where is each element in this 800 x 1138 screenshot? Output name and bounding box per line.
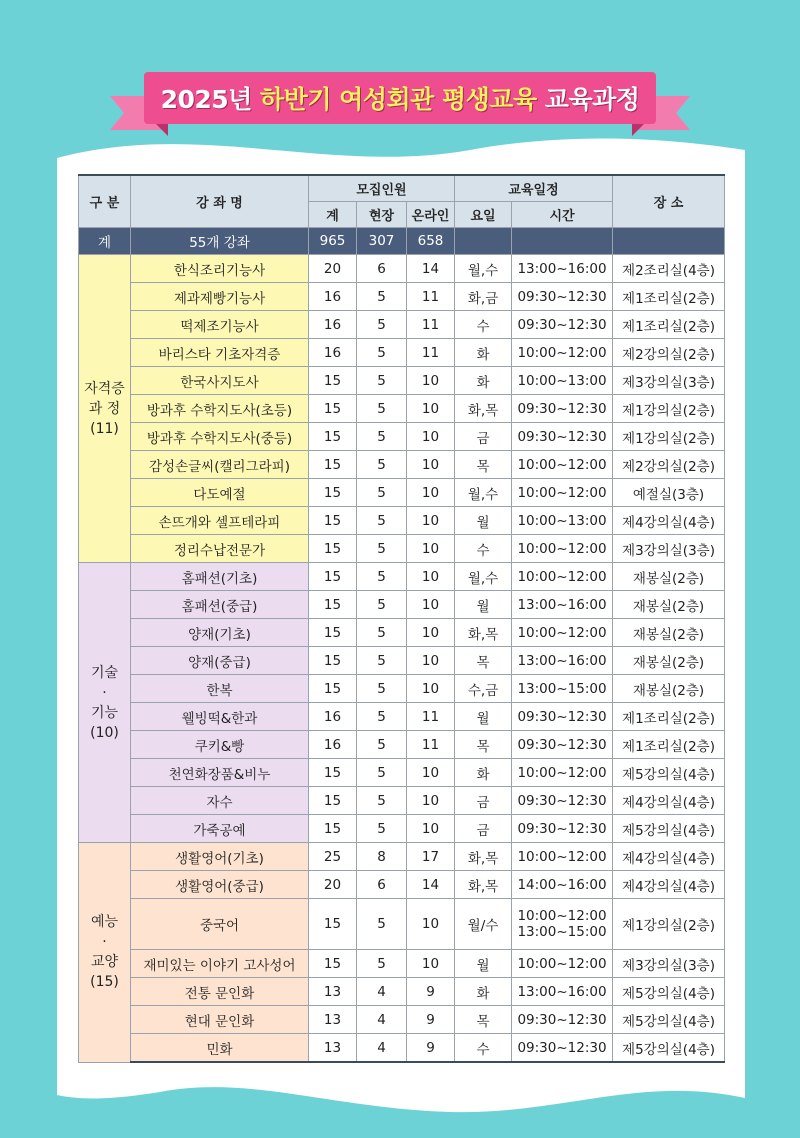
course-time — [512, 367, 613, 395]
recruit-total: 15 — [309, 815, 357, 843]
course-time — [512, 311, 613, 339]
course-time — [512, 535, 613, 563]
course-time-line: 10:00~13:00 — [517, 512, 607, 529]
course-place: 제1강의실(2층) — [613, 395, 725, 423]
recruit-total: 16 — [309, 731, 357, 759]
header-recruit-total: 계 — [309, 202, 357, 228]
course-time — [512, 703, 613, 731]
course-name: 민화 — [131, 1034, 309, 1063]
table-row — [79, 619, 725, 647]
recruit-online: 11 — [407, 731, 455, 759]
recruit-total: 15 — [309, 451, 357, 479]
table-row — [79, 1006, 725, 1034]
course-time — [512, 871, 613, 899]
course-time — [512, 787, 613, 815]
recruit-total: 15 — [309, 395, 357, 423]
recruit-total: 15 — [309, 950, 357, 978]
course-time-line: 09:30~12:30 — [517, 288, 607, 305]
course-time — [512, 1034, 613, 1063]
course-place: 제1조리실(2층) — [613, 283, 725, 311]
table-row — [79, 507, 725, 535]
total-count: 965 — [309, 228, 357, 255]
course-place: 제4강의실(4층) — [613, 843, 725, 871]
course-name: 재미있는 이야기 고사성어 — [131, 950, 309, 978]
recruit-online: 10 — [407, 507, 455, 535]
header-day: 요일 — [455, 202, 512, 228]
recruit-onsite: 5 — [357, 950, 407, 978]
recruit-total: 13 — [309, 1034, 357, 1063]
recruit-onsite: 4 — [357, 1034, 407, 1063]
course-day: 화,목 — [455, 843, 512, 871]
table-row — [79, 423, 725, 451]
course-place: 제2조리실(4층) — [613, 255, 725, 283]
table-row — [79, 591, 725, 619]
total-label: 계 — [79, 228, 131, 255]
course-place: 제5강의실(4층) — [613, 978, 725, 1006]
header-recruit-onsite: 현장 — [357, 202, 407, 228]
recruit-onsite: 5 — [357, 395, 407, 423]
table-row — [79, 395, 725, 423]
course-time-line: 10:00~12:00 — [517, 540, 607, 557]
recruit-total: 13 — [309, 1006, 357, 1034]
course-time-line: 10:00~12:00 — [517, 848, 607, 865]
course-place: 제1조리실(2층) — [613, 731, 725, 759]
course-name: 자수 — [131, 787, 309, 815]
course-place: 제1조리실(2층) — [613, 311, 725, 339]
recruit-online: 10 — [407, 423, 455, 451]
course-place: 제1강의실(2층) — [613, 423, 725, 451]
table-row — [79, 311, 725, 339]
table-row — [79, 978, 725, 1006]
recruit-total: 25 — [309, 843, 357, 871]
category-label — [79, 563, 131, 843]
recruit-total: 15 — [309, 787, 357, 815]
course-schedule-table — [78, 174, 725, 1063]
course-place: 제4강의실(4층) — [613, 871, 725, 899]
recruit-online: 10 — [407, 759, 455, 787]
recruit-online: 14 — [407, 871, 455, 899]
course-time-line: 10:00~12:00 — [517, 764, 607, 781]
course-time — [512, 731, 613, 759]
course-name: 양재(중급) — [131, 647, 309, 675]
recruit-onsite: 4 — [357, 978, 407, 1006]
total-row — [79, 228, 725, 255]
course-time — [512, 479, 613, 507]
recruit-onsite: 6 — [357, 255, 407, 283]
header-place: 장 소 — [613, 175, 725, 228]
course-place: 제5강의실(4층) — [613, 1006, 725, 1034]
category-label — [79, 843, 131, 1063]
course-time — [512, 591, 613, 619]
course-place: 재봉실(2층) — [613, 591, 725, 619]
course-name: 제과제빵기능사 — [131, 283, 309, 311]
recruit-online: 10 — [407, 563, 455, 591]
recruit-onsite: 5 — [357, 563, 407, 591]
course-day: 수 — [455, 1034, 512, 1063]
recruit-onsite: 6 — [357, 871, 407, 899]
table-row — [79, 950, 725, 978]
course-time-line: 09:30~12:30 — [517, 1011, 607, 1028]
recruit-onsite: 5 — [357, 479, 407, 507]
recruit-total: 15 — [309, 507, 357, 535]
recruit-onsite: 5 — [357, 787, 407, 815]
recruit-online: 10 — [407, 899, 455, 950]
recruit-onsite: 5 — [357, 423, 407, 451]
course-name: 중국어 — [131, 899, 309, 950]
recruit-total: 20 — [309, 871, 357, 899]
course-name: 한복 — [131, 675, 309, 703]
recruit-online: 11 — [407, 703, 455, 731]
table-row — [79, 479, 725, 507]
course-name: 가죽공예 — [131, 815, 309, 843]
recruit-online: 10 — [407, 815, 455, 843]
table-row — [79, 871, 725, 899]
recruit-total: 15 — [309, 535, 357, 563]
recruit-onsite: 5 — [357, 451, 407, 479]
recruit-online: 10 — [407, 647, 455, 675]
course-time-line: 13:00~15:00 — [517, 680, 607, 697]
recruit-onsite: 5 — [357, 899, 407, 950]
course-name: 웰빙떡&한과 — [131, 703, 309, 731]
course-day: 화 — [455, 759, 512, 787]
title-banner — [110, 72, 690, 140]
course-place: 제5강의실(4층) — [613, 1034, 725, 1063]
recruit-onsite: 5 — [357, 703, 407, 731]
recruit-total: 15 — [309, 899, 357, 950]
course-time — [512, 255, 613, 283]
course-day: 월 — [455, 950, 512, 978]
course-time-line: 09:30~12:30 — [517, 708, 607, 725]
course-name: 손뜨개와 셀프테라피 — [131, 507, 309, 535]
course-time — [512, 283, 613, 311]
recruit-total: 15 — [309, 675, 357, 703]
category-label — [79, 255, 131, 563]
recruit-total: 16 — [309, 283, 357, 311]
table-row — [79, 255, 725, 283]
course-place: 제3강의실(3층) — [613, 950, 725, 978]
title-suffix: 교육과정 — [536, 85, 640, 114]
total-onsite: 307 — [357, 228, 407, 255]
course-time-line: 10:00~12:00 — [517, 908, 607, 924]
recruit-total: 16 — [309, 311, 357, 339]
course-name: 현대 문인화 — [131, 1006, 309, 1034]
recruit-total: 15 — [309, 423, 357, 451]
recruit-onsite: 5 — [357, 535, 407, 563]
course-day: 화,목 — [455, 619, 512, 647]
course-time-line: 09:30~12:30 — [517, 428, 607, 445]
table-row — [79, 843, 725, 871]
recruit-total: 15 — [309, 619, 357, 647]
recruit-total: 16 — [309, 339, 357, 367]
category-label-line: 자격증 — [84, 380, 125, 397]
course-place: 제3강의실(3층) — [613, 535, 725, 563]
recruit-online: 10 — [407, 950, 455, 978]
course-time-line: 09:30~12:30 — [517, 736, 607, 753]
table-row — [79, 787, 725, 815]
course-time — [512, 899, 613, 950]
course-place: 재봉실(2층) — [613, 619, 725, 647]
category-label-line: (10) — [90, 724, 119, 741]
page-title — [144, 72, 656, 124]
course-time-line: 09:30~12:30 — [517, 1039, 607, 1056]
course-day: 월,수 — [455, 479, 512, 507]
course-name: 떡제조기능사 — [131, 311, 309, 339]
recruit-online: 11 — [407, 283, 455, 311]
recruit-onsite: 5 — [357, 759, 407, 787]
header-category: 구 분 — [79, 175, 131, 228]
recruit-total: 15 — [309, 647, 357, 675]
recruit-online: 10 — [407, 619, 455, 647]
course-place: 제2강의실(2층) — [613, 451, 725, 479]
header-course: 강 좌 명 — [131, 175, 309, 228]
category-label-line: (15) — [90, 974, 119, 991]
course-time-line-2: 13:00~15:00 — [517, 924, 607, 940]
category-label-line: 교양 — [90, 954, 119, 971]
course-place: 제5강의실(4층) — [613, 759, 725, 787]
course-time-line: 10:00~12:00 — [517, 568, 607, 585]
course-day: 금 — [455, 815, 512, 843]
recruit-online: 10 — [407, 787, 455, 815]
course-place: 제4강의실(4층) — [613, 507, 725, 535]
course-name: 양재(기초) — [131, 619, 309, 647]
course-time — [512, 1006, 613, 1034]
title-highlight: 하반기 여성회관 평생교육 — [260, 85, 537, 114]
course-day: 월 — [455, 591, 512, 619]
course-day: 월/수 — [455, 899, 512, 950]
recruit-onsite: 5 — [357, 647, 407, 675]
recruit-onsite: 5 — [357, 283, 407, 311]
course-time — [512, 395, 613, 423]
course-name: 한국사지도사 — [131, 367, 309, 395]
course-time-line: 13:00~16:00 — [517, 983, 607, 1000]
course-time — [512, 339, 613, 367]
course-name: 천연화장품&비누 — [131, 759, 309, 787]
course-time-line: 10:00~12:00 — [517, 344, 607, 361]
course-day: 금 — [455, 787, 512, 815]
course-time-line: 09:30~12:30 — [517, 400, 607, 417]
course-time — [512, 950, 613, 978]
table-row — [79, 339, 725, 367]
course-name: 방과후 수학지도사(초등) — [131, 395, 309, 423]
course-time-line: 10:00~12:00 — [517, 955, 607, 972]
course-time-line: 10:00~12:00 — [517, 484, 607, 501]
course-place: 제1강의실(2층) — [613, 899, 725, 950]
recruit-onsite: 5 — [357, 731, 407, 759]
recruit-total: 20 — [309, 255, 357, 283]
table-row — [79, 451, 725, 479]
table-row — [79, 899, 725, 950]
recruit-online: 9 — [407, 1006, 455, 1034]
course-day: 수 — [455, 535, 512, 563]
course-day: 수 — [455, 311, 512, 339]
course-time-line: 14:00~16:00 — [517, 876, 607, 893]
course-name: 홈패션(중급) — [131, 591, 309, 619]
course-place: 제4강의실(4층) — [613, 787, 725, 815]
recruit-online: 10 — [407, 479, 455, 507]
table-row — [79, 283, 725, 311]
recruit-online: 11 — [407, 311, 455, 339]
recruit-online: 10 — [407, 451, 455, 479]
category-label-line: · — [102, 684, 107, 701]
course-day: 목 — [455, 451, 512, 479]
header-recruit: 모집인원 — [309, 175, 455, 202]
course-time-line: 10:00~12:00 — [517, 456, 607, 473]
course-name: 전통 문인화 — [131, 978, 309, 1006]
header-recruit-online: 온라인 — [407, 202, 455, 228]
course-time — [512, 978, 613, 1006]
course-time — [512, 675, 613, 703]
recruit-total: 15 — [309, 759, 357, 787]
table-row — [79, 703, 725, 731]
course-time-line: 13:00~16:00 — [517, 596, 607, 613]
course-day: 화 — [455, 339, 512, 367]
course-day: 금 — [455, 423, 512, 451]
recruit-online: 10 — [407, 591, 455, 619]
recruit-total: 13 — [309, 978, 357, 1006]
course-day: 목 — [455, 731, 512, 759]
course-day: 월,수 — [455, 255, 512, 283]
recruit-online: 11 — [407, 339, 455, 367]
course-day: 화 — [455, 978, 512, 1006]
header-schedule: 교육일정 — [455, 175, 613, 202]
course-time-line: 13:00~16:00 — [517, 652, 607, 669]
recruit-onsite: 5 — [357, 675, 407, 703]
recruit-onsite: 8 — [357, 843, 407, 871]
category-label-line: 기술 — [90, 664, 119, 681]
course-place: 재봉실(2층) — [613, 563, 725, 591]
course-time — [512, 451, 613, 479]
table-row — [79, 535, 725, 563]
course-time — [512, 759, 613, 787]
recruit-onsite: 5 — [357, 367, 407, 395]
recruit-onsite: 5 — [357, 507, 407, 535]
course-day: 화,목 — [455, 871, 512, 899]
course-place: 재봉실(2층) — [613, 647, 725, 675]
course-place: 제1조리실(2층) — [613, 703, 725, 731]
course-time — [512, 815, 613, 843]
course-time — [512, 843, 613, 871]
course-day: 목 — [455, 647, 512, 675]
recruit-online: 10 — [407, 535, 455, 563]
recruit-total: 15 — [309, 563, 357, 591]
course-time-line: 10:00~13:00 — [517, 372, 607, 389]
recruit-onsite: 5 — [357, 815, 407, 843]
course-time — [512, 563, 613, 591]
table-row — [79, 1034, 725, 1063]
total-online: 658 — [407, 228, 455, 255]
course-time-line: 09:30~12:30 — [517, 820, 607, 837]
table-row — [79, 563, 725, 591]
course-time-line: 10:00~12:00 — [517, 624, 607, 641]
recruit-online: 9 — [407, 978, 455, 1006]
category-label-line: 과 정 — [88, 400, 121, 417]
course-name: 홈패션(기초) — [131, 563, 309, 591]
recruit-onsite: 5 — [357, 591, 407, 619]
table-row — [79, 647, 725, 675]
course-name: 생활영어(기초) — [131, 843, 309, 871]
table-row — [79, 759, 725, 787]
course-time — [512, 647, 613, 675]
course-place: 제5강의실(4층) — [613, 815, 725, 843]
recruit-online: 10 — [407, 367, 455, 395]
recruit-onsite: 4 — [357, 1006, 407, 1034]
course-name: 쿠키&빵 — [131, 731, 309, 759]
table-row — [79, 367, 725, 395]
title-year: 2025년 — [160, 85, 261, 114]
course-name: 다도예절 — [131, 479, 309, 507]
course-time — [512, 619, 613, 647]
course-day: 화 — [455, 367, 512, 395]
course-place: 예절실(3층) — [613, 479, 725, 507]
recruit-total: 15 — [309, 367, 357, 395]
course-time — [512, 423, 613, 451]
total-courses: 55개 강좌 — [131, 228, 309, 255]
recruit-onsite: 5 — [357, 339, 407, 367]
course-place: 제2강의실(2층) — [613, 339, 725, 367]
course-time-line: 13:00~16:00 — [517, 260, 607, 277]
recruit-onsite: 5 — [357, 619, 407, 647]
category-label-line: (11) — [90, 420, 119, 437]
course-name: 감성손글씨(캘리그라피) — [131, 451, 309, 479]
recruit-total: 15 — [309, 479, 357, 507]
course-day: 월,수 — [455, 563, 512, 591]
recruit-online: 9 — [407, 1034, 455, 1063]
recruit-online: 10 — [407, 395, 455, 423]
category-label-line: · — [102, 934, 107, 951]
course-name: 생활영어(중급) — [131, 871, 309, 899]
recruit-online: 14 — [407, 255, 455, 283]
recruit-online: 17 — [407, 843, 455, 871]
table-row — [79, 815, 725, 843]
course-name: 바리스타 기초자격증 — [131, 339, 309, 367]
course-place: 제3강의실(3층) — [613, 367, 725, 395]
course-day: 화,금 — [455, 283, 512, 311]
category-label-line: 예능 — [90, 914, 119, 931]
course-time-line: 09:30~12:30 — [517, 792, 607, 809]
course-time — [512, 507, 613, 535]
course-name: 방과후 수학지도사(중등) — [131, 423, 309, 451]
course-day: 화,목 — [455, 395, 512, 423]
category-label-line: 기능 — [90, 704, 119, 721]
recruit-onsite: 5 — [357, 311, 407, 339]
course-time-line: 09:30~12:30 — [517, 316, 607, 333]
course-name: 정리수납전문가 — [131, 535, 309, 563]
course-day: 월 — [455, 507, 512, 535]
recruit-online: 10 — [407, 675, 455, 703]
header-time: 시간 — [512, 202, 613, 228]
course-name: 한식조리기능사 — [131, 255, 309, 283]
table-row — [79, 731, 725, 759]
course-day: 월 — [455, 703, 512, 731]
recruit-total: 15 — [309, 591, 357, 619]
table-row — [79, 675, 725, 703]
recruit-total: 16 — [309, 703, 357, 731]
course-place: 재봉실(2층) — [613, 675, 725, 703]
course-day: 수,금 — [455, 675, 512, 703]
course-day: 목 — [455, 1006, 512, 1034]
